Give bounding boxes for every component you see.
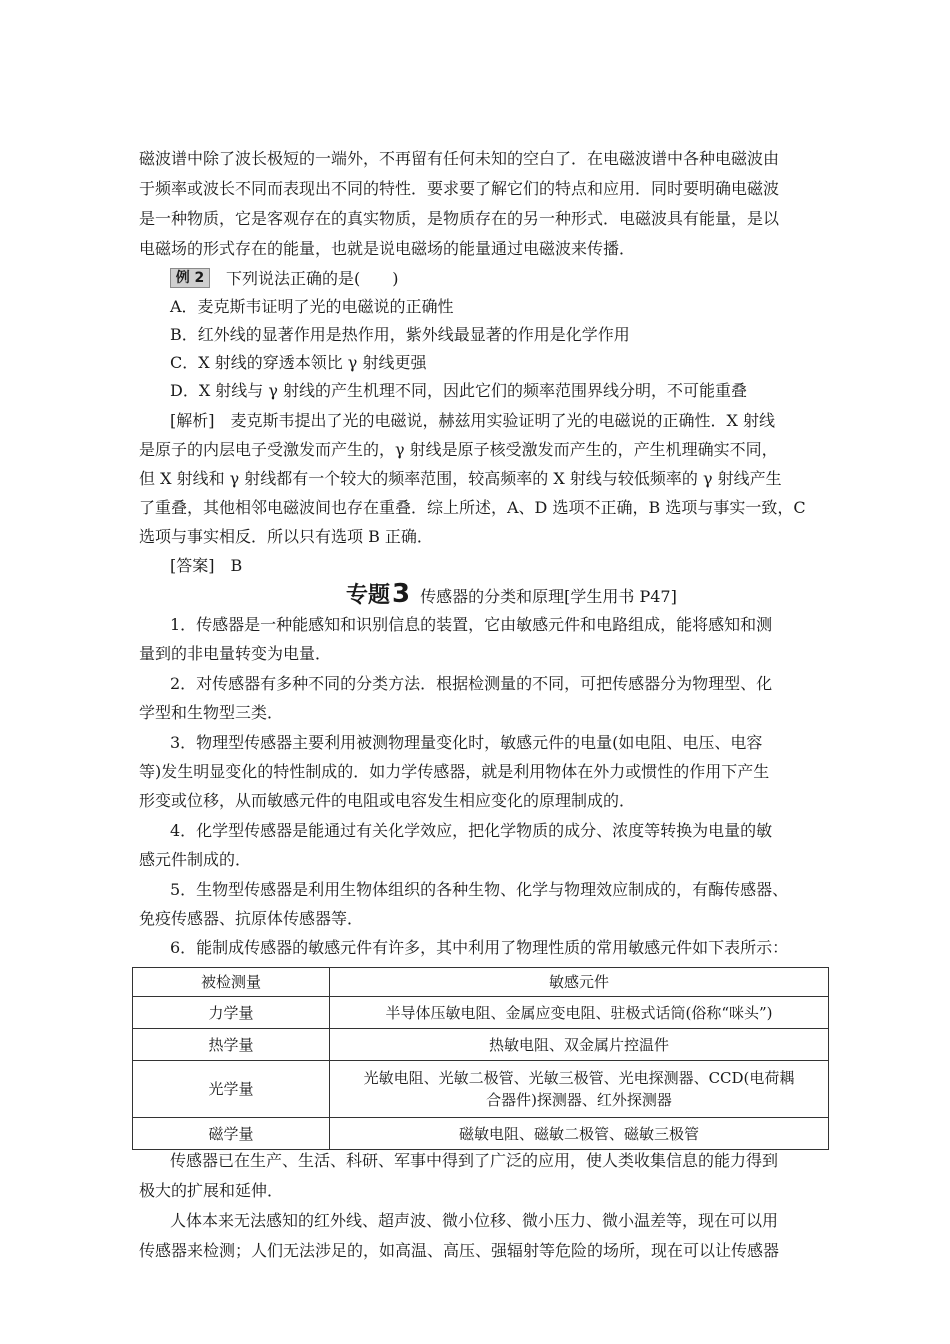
table-cell-line: 合器件)探测器、红外探测器 [486, 1091, 672, 1109]
intro-line: 于频率或波长不同而表现出不同的特性．要求要了解它们的特点和应用．同时要明确电磁波 [139, 179, 780, 198]
table-cell-elements [330, 1061, 829, 1118]
point-line: 感元件制成的． [139, 850, 252, 869]
table-row [133, 997, 829, 1029]
table-row [133, 1029, 829, 1061]
table-cell-elements: 半导体压敏电阻、金属应变电阻、驻极式话筒(俗称“咪头”) [330, 997, 829, 1029]
point-line: 等)发生明显变化的特性制成的．如力学传感器，就是利用物体在外力或惯性的作用下产生 [139, 762, 770, 781]
point-line: 量到的非电量转变为电量． [139, 644, 332, 663]
topic-label: 专题 [346, 583, 391, 608]
table-cell-quantity: 热学量 [133, 1029, 330, 1061]
table-row [133, 1118, 829, 1150]
table-cell-line: 光敏电阻、光敏二极管、光敏三极管、光电探测器、CCD(电荷耦 [363, 1069, 795, 1087]
analysis-line: 了重叠，其他相邻电磁波间也存在重叠．综上所述，A、D 选项不正确，B 选项与事实一致，C [139, 498, 806, 517]
option-b: B．红外线的显著作用是热作用，紫外线最显著的作用是化学作用 [170, 325, 630, 344]
option-c: C．X 射线的穿透本领比 γ 射线更强 [170, 353, 427, 372]
closing-line: 传感器已在生产、生活、科研、军事中得到了广泛的应用，使人类收集信息的能力得到 [170, 1151, 779, 1170]
option-d: D．X 射线与 γ 射线的产生机理不同，因此它们的频率范围界线分明，不可能重叠 [170, 381, 748, 400]
table-cell-quantity: 磁学量 [133, 1118, 330, 1150]
intro-line: 电磁场的形式存在的能量，也就是说电磁场的能量通过电磁波来传播． [139, 239, 636, 258]
table-cell-elements: 磁敏电阻、磁敏二极管、磁敏三极管 [330, 1118, 829, 1150]
option-a: A．麦克斯韦证明了光的电磁说的正确性 [170, 297, 454, 316]
table-cell-elements: 热敏电阻、双金属片控温件 [330, 1029, 829, 1061]
table-header: 被检测量 [133, 968, 330, 997]
topic-number: 3 [392, 579, 411, 609]
topic-heading [346, 578, 677, 608]
table-cell-quantity: 力学量 [133, 997, 330, 1029]
table-header: 敏感元件 [330, 968, 829, 997]
intro-line: 是一种物质，它是客观存在的真实物质，是物质存在的另一种形式．电磁波具有能量，是以 [139, 209, 780, 228]
analysis-line: 是原子的内层电子受激发而产生的，γ 射线是原子核受激发而产生的，产生机理确实不同， [139, 440, 778, 459]
point-line: 6．能制成传感器的敏感元件有许多，其中利用了物理性质的常用敏感元件如下表所示： [170, 938, 789, 957]
intro-line: 磁波谱中除了波长极短的一端外，不再留有任何未知的空白了．在电磁波谱中各种电磁波由 [139, 149, 780, 168]
closing-line: 人体本来无法感知的红外线、超声波、微小位移、微小压力、微小温差等，现在可以用 [170, 1211, 779, 1230]
topic-title: 传感器的分类和原理[学生用书 P47] [420, 587, 677, 606]
point-line: 1．传感器是一种能感知和识别信息的装置，它由敏感元件和电路组成，能将感知和测 [170, 615, 773, 634]
point-line: 学型和生物型三类． [139, 703, 284, 722]
example-badge: 例 2 [170, 268, 210, 288]
sensor-table [132, 967, 829, 1150]
point-line: 免疫传感器、抗原体传感器等． [139, 909, 364, 928]
point-line: 形变或位移，从而敏感元件的电阻或电容发生相应变化的原理制成的． [139, 791, 636, 810]
example-question: 下列说法正确的是( ) [226, 269, 399, 288]
answer-line: [答案] B [170, 556, 243, 575]
point-line: 2．对传感器有多种不同的分类方法．根据检测量的不同，可把传感器分为物理型、化 [170, 674, 773, 693]
table-header-row [133, 968, 829, 997]
point-line: 5．生物型传感器是利用生物体组织的各种生物、化学与物理效应制成的，有酶传感器、 [170, 880, 789, 899]
analysis-line: 选项与事实相反．所以只有选项 B 正确． [139, 527, 433, 546]
table-cell-quantity: 光学量 [133, 1061, 330, 1118]
closing-line: 极大的扩展和延伸． [139, 1181, 284, 1200]
closing-line: 传感器来检测；人们无法涉足的，如高温、高压、强辐射等危险的场所，现在可以让传感器 [139, 1241, 780, 1260]
analysis-line: [解析] 麦克斯韦提出了光的电磁说，赫兹用实验证明了光的电磁说的正确性．X 射线 [170, 411, 775, 430]
table-row [133, 1061, 829, 1118]
analysis-line: 但 X 射线和 γ 射线都有一个较大的频率范围，较高频率的 X 射线与较低频率的 γ 射线产生 [139, 469, 782, 488]
point-line: 4．化学型传感器是能通过有关化学效应，把化学物质的成分、浓度等转换为电量的敏 [170, 821, 773, 840]
point-line: 3．物理型传感器主要利用被测物理量变化时，敏感元件的电量(如电阻、电压、电容 [170, 733, 763, 752]
